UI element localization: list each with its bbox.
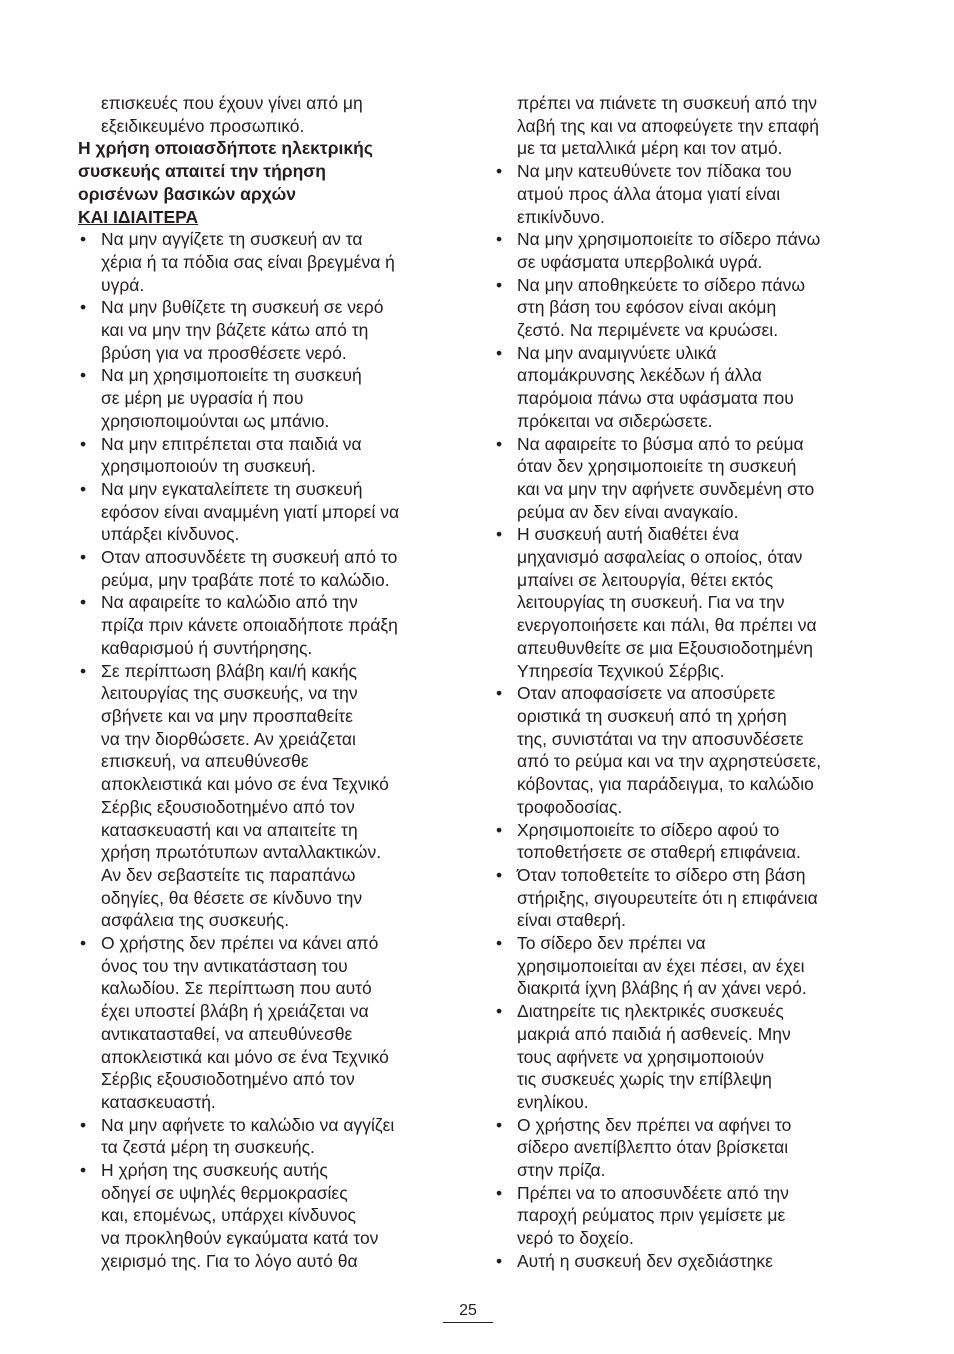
text-line: παρόμοια πάνω στα υφάσματα που [517, 388, 794, 409]
list-item [494, 932, 854, 1000]
text-line: λαβή της και να αποφεύγετε την επαφή [517, 115, 819, 136]
bullet-icon: • [496, 274, 503, 295]
bullet-icon: • [496, 819, 503, 840]
text-line: ασφάλεια της συσκευής. [101, 910, 290, 931]
text-line: χειρισμό της. Για το λόγο αυτό θα [101, 1250, 358, 1271]
text-line: Ο χρήστης δεν πρέπει να κάνει από [101, 933, 379, 954]
list-item [494, 1250, 854, 1273]
list-item [494, 433, 854, 524]
text-line: Σε περίπτωση βλάβη και/ή κακής [101, 660, 357, 681]
list-item [78, 364, 438, 432]
text-line: Το σίδερο δεν πρέπει να [517, 933, 706, 954]
bullet-icon: • [496, 1250, 503, 1271]
text-line: Να αφαιρείτε το βύσμα από το ρεύμα [517, 433, 804, 454]
list-item [494, 228, 854, 273]
text-line: και, επομένως, υπάρχει κίνδυνος [101, 1205, 356, 1226]
text-line: τα ζεστά μέρη τη συσκευής. [101, 1137, 315, 1158]
text-line: Σέρβις εξουσιοδοτημένο από τον [101, 1069, 355, 1090]
text-line: οδηγεί σε υψηλές θερμοκρασίες [101, 1182, 348, 1203]
text-line: τις συσκευές χωρίς την επίβλεψη [517, 1069, 772, 1090]
text-line: τους αφήνετε να χρησιμοποιούν [517, 1046, 764, 1067]
text-line: χρησιμοποιούν τη συσκευή. [101, 456, 316, 477]
text-line: επισκευή, να απευθύνεσθε [101, 751, 309, 772]
text-line: σε μέρη με υγρασία ή που [101, 388, 304, 409]
bullet-icon: • [80, 1160, 87, 1181]
bullet-icon: • [496, 524, 503, 545]
text-line: εφόσον είναι αναμμένη γιατί μπορεί να [101, 501, 400, 522]
text-line: χέρια ή τα πόδια σας είναι βρεγμένα ή [101, 251, 395, 272]
bullet-icon: • [80, 297, 87, 318]
text-line: καθαρισμού ή συντήρησης. [101, 637, 313, 658]
text-line: να την διορθώσετε. Αν χρειάζεται [101, 728, 356, 749]
bullet-icon: • [496, 229, 503, 250]
bullet-icon: • [80, 433, 87, 454]
text-line: όταν δεν χρησιμοποιείτε τη συσκευή [517, 456, 797, 477]
text-line: ενεργοποιήσετε και πάλι, θα πρέπει να [517, 615, 817, 636]
text-line: κατασκευαστή και να απαιτείτε τη [101, 819, 358, 840]
text-line: εξειδικευμένο προσωπικό. [101, 115, 305, 136]
list-item [78, 546, 438, 591]
bullet-icon: • [80, 547, 87, 568]
text-line: στην πρίζα. [517, 1160, 606, 1181]
text-line: σε υφάσματα υπερβολικά υγρά. [517, 251, 763, 272]
text-line: αντικατασταθεί, να απευθύνεσθε [101, 1023, 353, 1044]
text-line: υπάρξει κίνδυνος. [101, 524, 240, 545]
list-item [494, 864, 854, 932]
text-line: Χρησιμοποιείτε το σίδερο αφού το [517, 819, 780, 840]
list-item [494, 160, 854, 228]
bullet-icon: • [80, 1114, 87, 1135]
bullet-icon: • [80, 660, 87, 681]
text-line: συσκευής απαιτεί την τήρηση [78, 161, 326, 182]
text-line: να προκληθούν εγκαύματα κατά τον [101, 1228, 379, 1249]
text-line: οριστικά τη συσκευή από τη χρήση [517, 705, 787, 726]
bullet-icon: • [496, 433, 503, 454]
text-line: νερό το δοχείο. [517, 1228, 634, 1249]
text-line: Να μην εγκαταλείπετε τη συσκευή [101, 478, 363, 499]
bullet-icon: • [496, 161, 503, 182]
list-item [494, 1000, 854, 1114]
bullet-icon: • [80, 592, 87, 613]
text-line: Όταν τοποθετείτε το σίδερο στη βάση [517, 864, 806, 885]
text-line: ενηλίκου. [517, 1091, 589, 1112]
text-line: είναι σταθερή. [517, 910, 626, 931]
text-line: οδηγίες, θα θέσετε σε κίνδυνο την [101, 887, 363, 908]
list-item [494, 274, 854, 342]
list-item [78, 478, 438, 546]
text-line: απομάκρυνσης λεκέδων ή άλλα [517, 365, 762, 386]
text-line: καλωδίου. Σε περίπτωση που αυτό [101, 978, 372, 999]
text-line: χρησιμοποιείται αν έχει πέσει, αν έχει [517, 955, 805, 976]
list-item [78, 433, 438, 478]
text-line: τροφοδοσίας. [517, 796, 623, 817]
text-line: ατμού προς άλλα άτομα γιατί είναι [517, 183, 781, 204]
text-line: στη βάση του εφόσον είναι ακόμη [517, 297, 777, 318]
list-item [78, 1159, 438, 1273]
text-line: όνος του την αντικατάσταση του [101, 955, 348, 976]
text-line: χρησιοποιμούνται ως μπάνιο. [101, 410, 330, 431]
text-line: μπαίνει σε λειτουργία, θέτει εκτός [517, 569, 774, 590]
page-number: 25 [443, 1302, 493, 1323]
text-line: Η συσκευή αυτή διαθέτει ένα [517, 524, 739, 545]
bullet-icon: • [496, 1001, 503, 1022]
left-column [78, 92, 438, 1273]
bullet-icon: • [80, 933, 87, 954]
list-item [494, 682, 854, 818]
text-line: Η χρήση οποιασδήποτε ηλεκτρικής [78, 138, 373, 159]
text-line: της, συνιστάται να την αποσυνδέσετε [517, 728, 804, 749]
text-line: τοποθετήσετε σε σταθερή επιφάνεια. [517, 842, 801, 863]
text-line: Υπηρεσία Τεχνικού Σέρβις. [517, 660, 725, 681]
text-line: διακριτά ίχνη βλάβης ή αν χάνει νερό. [517, 978, 807, 999]
text-line: έχει υποστεί βλάβη ή χρειάζεται να [101, 1001, 369, 1022]
text-line: Να αφαιρείτε το καλώδιο από την [101, 592, 358, 613]
text-line: μακριά από παιδιά ή ασθενείς. Μην [517, 1023, 791, 1044]
text-line: ρεύμα, μην τραβάτε ποτέ το καλώδιο. [101, 569, 390, 590]
list-item [78, 660, 438, 932]
bullet-icon: • [496, 1114, 503, 1135]
text-line: κόβοντας, για παράδειγμα, το καλώδιο [517, 774, 814, 795]
text-line: Αν δεν σεβαστείτε τις παραπάνω [101, 864, 356, 885]
bullet-icon: • [496, 342, 503, 363]
right-column [494, 92, 854, 1273]
bullet-icon: • [496, 864, 503, 885]
right-bullet-list [494, 160, 854, 1272]
list-item [494, 1114, 854, 1182]
text-line: Να μην αγγίζετε τη συσκευή αν τα [101, 229, 363, 250]
text-line: ρεύμα αν δεν είναι αναγκαίο. [517, 501, 739, 522]
bullet-icon: • [496, 1182, 503, 1203]
text-line: Να μην αποθηκεύετε το σίδερο πάνω [517, 274, 806, 295]
section-heading [78, 137, 438, 205]
text-line: χρήση πρωτότυπων ανταλλακτικών. [101, 842, 382, 863]
text-line: Να μην αναμιγνύετε υλικά [517, 342, 717, 363]
text-line: κατασκευαστή. [101, 1091, 216, 1112]
text-line: Σέρβις εξουσιοδοτημένο από τον [101, 796, 355, 817]
section-subheading: ΚΑΙ ΙΔΙΑΙΤΕΡΑ [78, 206, 199, 227]
text-line: Να μην αφήνετε το καλώδιο να αγγίζει [101, 1114, 395, 1135]
text-line: στήριξης, σιγουρευτείτε ότι η επιφάνεια [517, 887, 818, 908]
left-intro-text [78, 92, 438, 137]
bullet-icon: • [496, 683, 503, 704]
text-line: πρίζα πριν κάνετε οποιαδήποτε πράξη [101, 615, 398, 636]
text-line: βρύση για να προσθέσετε νερό. [101, 342, 347, 363]
text-line: πρόκειται να σιδερώσετε. [517, 410, 713, 431]
list-item [78, 1114, 438, 1159]
list-item [78, 228, 438, 296]
text-line: Να μην κατευθύνετε τον πίδακα του [517, 161, 792, 182]
right-intro-text [494, 92, 854, 160]
text-line: λειτουργίας της συσκευής, να την [101, 683, 358, 704]
bullet-icon: • [496, 933, 503, 954]
text-line: και να μην την αφήνετε συνδεμένη στο [517, 478, 815, 499]
text-line: επισκευές που έχουν γίνει από μη [101, 93, 363, 113]
text-line: πρέπει να πιάνετε τη συσκευή από την [517, 93, 817, 113]
text-line: Ο χρήστης δεν πρέπει να αφήνει το [517, 1114, 792, 1135]
left-bullet-list [78, 228, 438, 1272]
text-line: Να μην επιτρέπεται στα παιδιά να [101, 433, 362, 454]
text-line: Διατηρείτε τις ηλεκτρικές συσκευές [517, 1001, 784, 1022]
text-line: Να μη χρησιμοποιείτε τη συσκευή [101, 365, 362, 386]
text-line: επικίνδυνο. [517, 206, 605, 227]
text-line: αποκλειστικά και μόνο σε ένα Τεχνικό [101, 774, 389, 795]
text-line: Πρέπει να το αποσυνδέετε από την [517, 1182, 789, 1203]
text-line: Να μην βυθίζετε τη συσκευή σε νερό [101, 297, 384, 318]
text-line: λειτουργίας τη συσκευή. Για να την [517, 592, 785, 613]
list-item [78, 296, 438, 364]
text-line: μηχανισμό ασφαλείας ο οποίος, όταν [517, 547, 803, 568]
text-line: ζεστό. Να περιμένετε να κρυώσει. [517, 320, 779, 341]
text-line: και να μην την βάζετε κάτω από τη [101, 320, 369, 341]
text-line: σίδερο ανεπίβλεπτο όταν βρίσκεται [517, 1137, 789, 1158]
text-line: με τα μεταλλικά μέρη και τον ατμό. [517, 138, 783, 159]
list-item [494, 342, 854, 433]
text-line: Οταν αποσυνδέετε τη συσκευή από το [101, 547, 398, 568]
bullet-icon: • [80, 229, 87, 250]
text-line: υγρά. [101, 274, 145, 295]
text-line: αποκλειστικά και μόνο σε ένα Τεχνικό [101, 1046, 389, 1067]
list-item [494, 819, 854, 864]
text-line: Να μην χρησιμοποιείτε το σίδερο πάνω [517, 229, 821, 250]
text-line: απευθυνθείτε σε μια Εξουσιοδοτημένη [517, 637, 814, 658]
list-item [78, 932, 438, 1114]
list-item [494, 1182, 854, 1250]
bullet-icon: • [80, 365, 87, 386]
text-line: Αυτή η συσκευή δεν σχεδιάστηκε [517, 1250, 773, 1271]
text-line: παροχή ρεύματος πριν γεμίσετε με [517, 1205, 786, 1226]
text-line: ορισένων βασικών αρχών [78, 183, 296, 204]
text-line: από το ρεύμα και να την αχρηστεύσετε, [517, 751, 822, 772]
text-line: Οταν αποφασίσετε να αποσύρετε [517, 683, 776, 704]
bullet-icon: • [80, 478, 87, 499]
list-item [78, 591, 438, 659]
list-item [494, 523, 854, 682]
text-line: σβήνετε και να μην προσπαθείτε [101, 705, 353, 726]
text-line: Η χρήση της συσκευής αυτής [101, 1160, 328, 1181]
